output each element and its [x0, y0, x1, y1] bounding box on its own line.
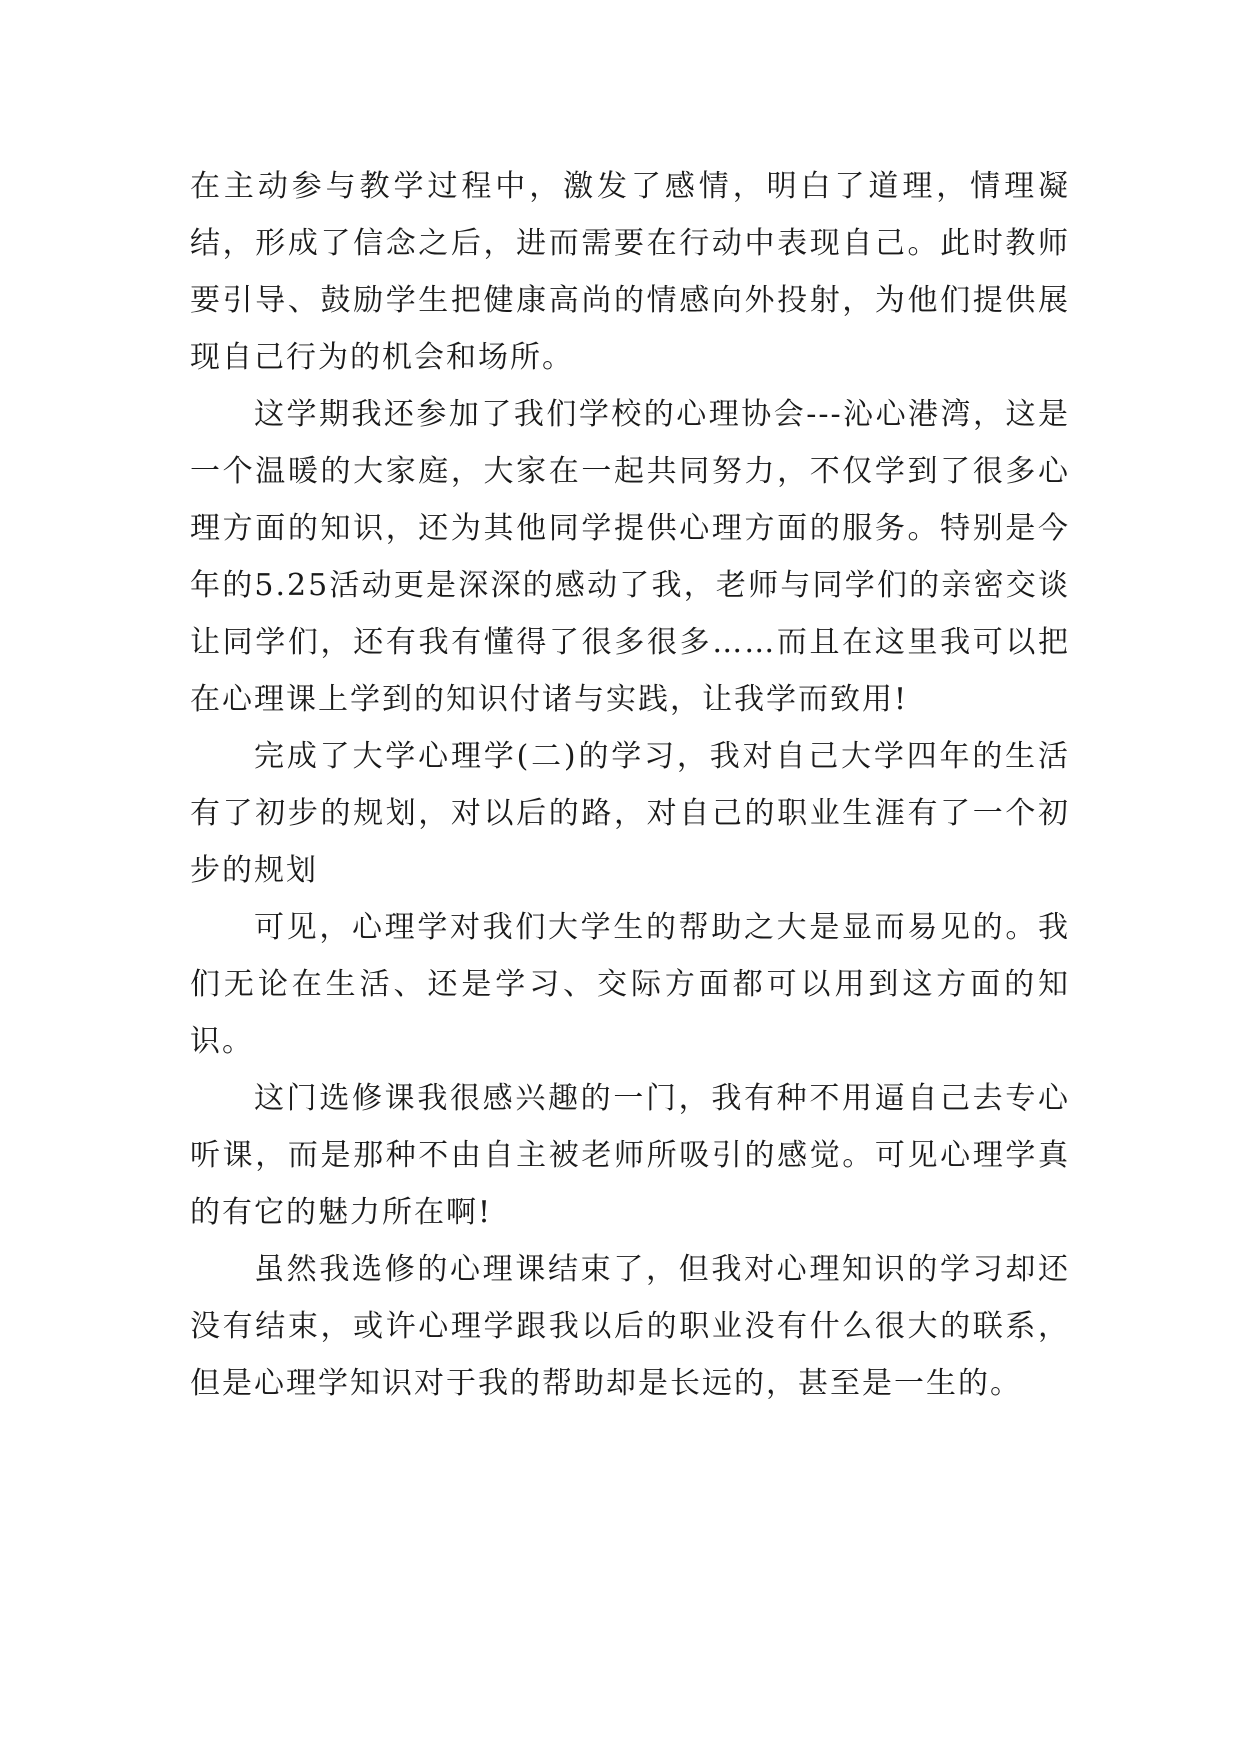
paragraph: 可见，心理学对我们大学生的帮助之大是显而易见的。我们无论在生活、还是学习、交际方面都可以用到这方面的知识。 [190, 910, 1070, 1059]
document-body [190, 158, 1070, 1412]
paragraph: 这门选修课我很感兴趣的一门，我有种不用逼自己去专心听课，而是那种不由自主被老师所吸引的感觉。可见心理学真的有它的魅力所在啊! [190, 1081, 1070, 1230]
paragraph: 这学期我还参加了我们学校的心理协会---沁心港湾，这是一个温暖的大家庭，大家在一起共同努力，不仅学到了很多心理方面的知识，还为其他同学提供心理方面的服务。特别是今年的5.25活动更是深深的感动了我，老师与同学们的亲密交谈让同学们，还有我有懂得了很多很多……而且在这里我可以把在心理课上学到的知识付诸与实践，让我学而致用! [190, 397, 1070, 717]
paragraph: 完成了大学心理学(二)的学习，我对自己大学四年的生活有了初步的规划，对以后的路，对自己的职业生涯有了一个初步的规划 [190, 739, 1070, 888]
paragraph: 在主动参与教学过程中，激发了感情，明白了道理，情理凝结，形成了信念之后，进而需要在行动中表现自己。此时教师要引导、鼓励学生把健康高尚的情感向外投射，为他们提供展现自己行为的机会和场所。 [190, 169, 1070, 375]
paragraph: 虽然我选修的心理课结束了，但我对心理知识的学习却还没有结束，或许心理学跟我以后的职业没有什么很大的联系，但是心理学知识对于我的帮助却是长远的，甚至是一生的。 [190, 1252, 1070, 1401]
